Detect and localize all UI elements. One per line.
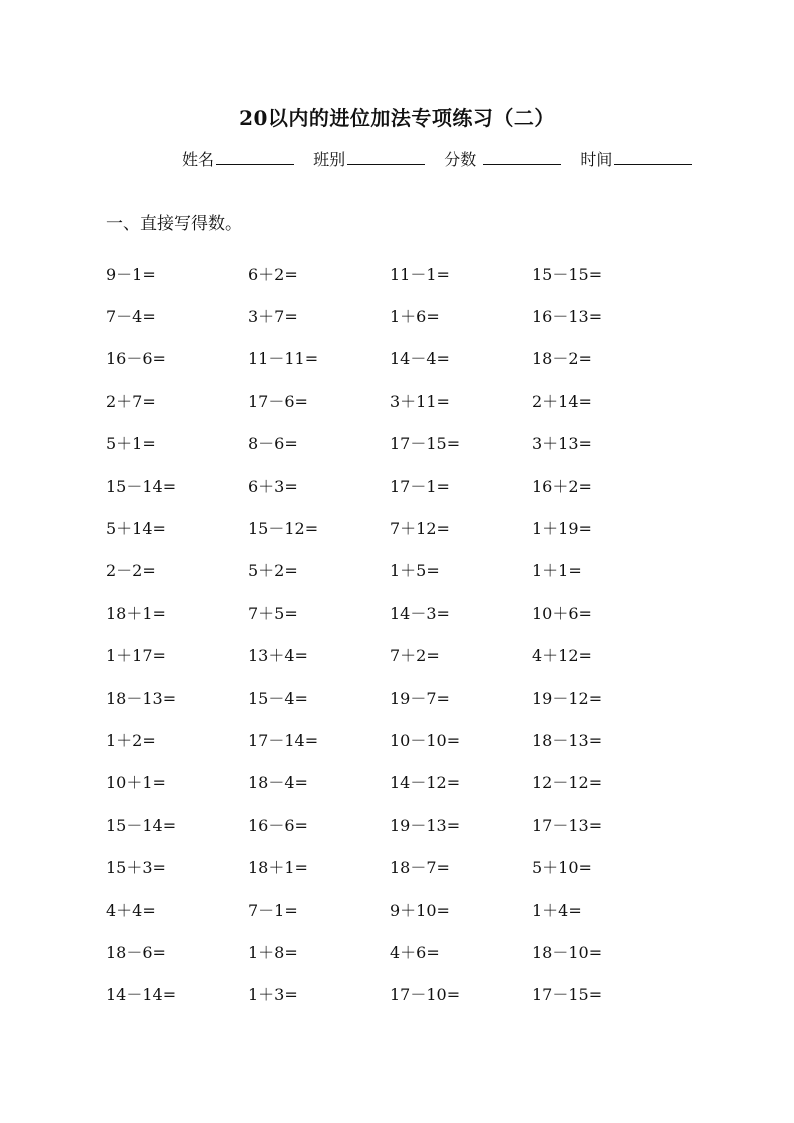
problem-row [106, 803, 706, 845]
problem-row [106, 337, 706, 379]
problem-item: 18－13= [532, 730, 603, 750]
problem-row [106, 634, 706, 676]
problem-item: 17－10= [390, 985, 461, 1005]
problem-row [106, 294, 706, 336]
problem-item: 5＋10= [532, 858, 592, 878]
problem-grid [106, 252, 706, 1015]
class-field [313, 147, 425, 170]
problem-item: 1＋2= [106, 730, 156, 750]
problem-item: 19－13= [390, 815, 461, 835]
problem-item: 15－14= [106, 476, 177, 496]
problem-item: 5＋2= [248, 561, 298, 581]
problem-item: 6＋2= [248, 264, 298, 284]
problem-item: 14－4= [390, 349, 450, 369]
problem-row [106, 379, 706, 421]
time-blank[interactable] [614, 150, 692, 165]
problem-item: 9－1= [106, 264, 156, 284]
problem-row [106, 549, 706, 591]
problem-item: 11－1= [390, 264, 450, 284]
problem-row [106, 422, 706, 464]
problem-item: 11－11= [248, 349, 319, 369]
problem-item: 2＋7= [106, 391, 156, 411]
problem-item: 16－6= [106, 349, 166, 369]
problem-item: 7＋2= [390, 646, 440, 666]
problem-item: 16－13= [532, 307, 603, 327]
score-blank[interactable] [483, 150, 561, 165]
problem-item: 6＋3= [248, 476, 298, 496]
problem-item: 16＋2= [532, 476, 592, 496]
problem-item: 18－10= [532, 942, 603, 962]
problem-row [106, 761, 706, 803]
problem-item: 3＋7= [248, 307, 298, 327]
problem-item: 1＋19= [532, 519, 592, 539]
score-label: 分数 [444, 150, 477, 169]
problem-item: 7＋5= [248, 603, 298, 623]
problem-item: 14－3= [390, 603, 450, 623]
score-field [444, 147, 561, 170]
problem-item: 5＋1= [106, 434, 156, 454]
problem-item: 15＋3= [106, 858, 166, 878]
problem-row [106, 973, 706, 1015]
problem-item: 1＋6= [390, 307, 440, 327]
problem-item: 7－4= [106, 307, 156, 327]
class-label: 班别 [313, 150, 346, 169]
problem-item: 16－6= [248, 815, 308, 835]
problem-item: 19－12= [532, 688, 603, 708]
problem-row [106, 718, 706, 760]
problem-item: 19－7= [390, 688, 450, 708]
name-label: 姓名 [182, 150, 215, 169]
problem-row [106, 464, 706, 506]
problem-row [106, 930, 706, 972]
problem-item: 10＋6= [532, 603, 592, 623]
problem-item: 12－12= [532, 773, 603, 793]
problem-item: 4＋4= [106, 900, 156, 920]
problem-item: 17－14= [248, 730, 319, 750]
time-label: 时间 [580, 150, 613, 169]
problem-item: 1＋3= [248, 985, 298, 1005]
problem-item: 1＋17= [106, 646, 166, 666]
problem-row [106, 888, 706, 930]
problem-item: 4＋6= [390, 942, 440, 962]
time-field [580, 147, 692, 170]
class-blank[interactable] [347, 150, 425, 165]
problem-row [106, 845, 706, 887]
problem-item: 17－13= [532, 815, 603, 835]
problem-item: 2－2= [106, 561, 156, 581]
problem-item: 17－15= [532, 985, 603, 1005]
problem-item: 17－1= [390, 476, 450, 496]
section-title: 一、直接写得数。 [106, 214, 242, 234]
problem-item: 14－14= [106, 985, 177, 1005]
problem-item: 8－6= [248, 434, 298, 454]
problem-item: 18－2= [532, 349, 592, 369]
problem-item: 3＋11= [390, 391, 450, 411]
problem-item: 13＋4= [248, 646, 308, 666]
problem-item: 17－6= [248, 391, 308, 411]
page-title: 20以内的进位加法专项练习（二） [239, 106, 555, 130]
problem-item: 14－12= [390, 773, 461, 793]
problem-item: 1＋8= [248, 942, 298, 962]
name-field [182, 147, 294, 170]
problem-item: 9＋10= [390, 900, 450, 920]
problem-item: 15－15= [532, 264, 603, 284]
problem-row [106, 506, 706, 548]
problem-row [106, 252, 706, 294]
problem-item: 4＋12= [532, 646, 592, 666]
problem-item: 10＋1= [106, 773, 166, 793]
problem-item: 18－13= [106, 688, 177, 708]
problem-item: 18－7= [390, 858, 450, 878]
problem-item: 7＋12= [390, 519, 450, 539]
problem-item: 1＋1= [532, 561, 582, 581]
problem-item: 17－15= [390, 434, 461, 454]
problem-item: 18＋1= [248, 858, 308, 878]
problem-item: 15－14= [106, 815, 177, 835]
student-info-line [182, 147, 706, 170]
problem-item: 2＋14= [532, 391, 592, 411]
problem-item: 18－4= [248, 773, 308, 793]
problem-item: 5＋14= [106, 519, 166, 539]
problem-item: 1＋4= [532, 900, 582, 920]
name-blank[interactable] [216, 150, 294, 165]
problem-row [106, 676, 706, 718]
problem-item: 15－4= [248, 688, 308, 708]
problem-item: 1＋5= [390, 561, 440, 581]
problem-item: 15－12= [248, 519, 319, 539]
problem-item: 18－6= [106, 942, 166, 962]
problem-row [106, 591, 706, 633]
problem-item: 7－1= [248, 900, 298, 920]
problem-item: 10－10= [390, 730, 461, 750]
problem-item: 18＋1= [106, 603, 166, 623]
problem-item: 3＋13= [532, 434, 592, 454]
